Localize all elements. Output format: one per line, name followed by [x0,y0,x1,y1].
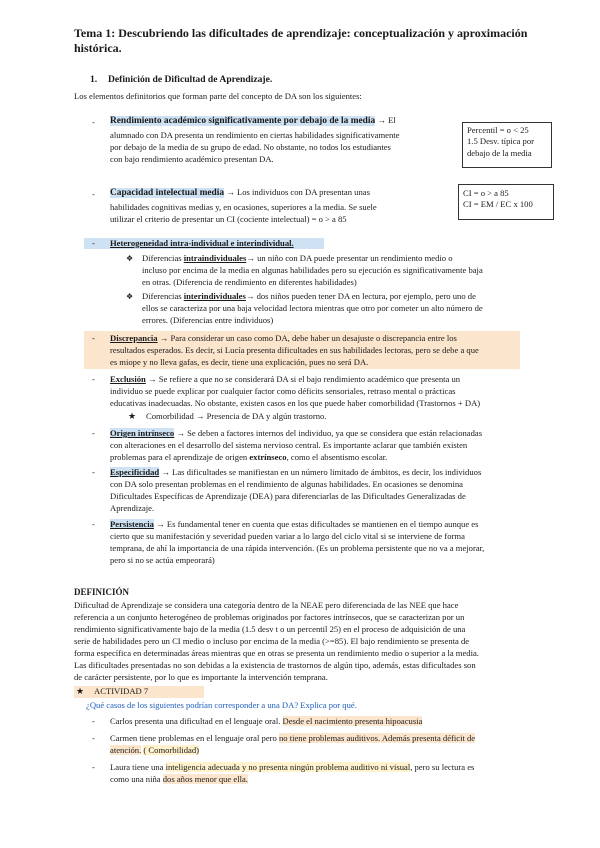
case-carlos-highlight: Desde el nacimiento presenta hipoacusia [282,716,423,726]
intro-text: Los elementos definitorios que forman parte del concepto de DA son los siguientes: [74,91,362,101]
case-carmen-line-1 [110,733,475,744]
het-inter-line-3: errores. (Diferencias entre individuos) [142,315,274,325]
het-inter-rest: → dos niños pueden tener DA en lectura, por ejemplo, pero uno de [245,291,476,301]
doc-title-line-2: histórica. [74,41,122,55]
term-intraindividuales: intraindividuales [183,253,247,263]
term-persistencia: Persistencia [110,519,154,529]
persistencia-line-4: pero si no se actúa empeorará) [110,555,215,565]
diamond-bullet-icon: ❖ [126,254,134,263]
definicion-line-5: forma específica en determinadas áreas mientras que en otras se presenta un rendimiento medio o superior a la media. [74,648,479,658]
bullet-discrepancia [110,333,457,344]
note-box-percentil [462,122,552,168]
origen-line-3-rest: , como el absentismo escolar. [286,452,388,462]
bullet-dash: - [92,189,95,199]
bullet-origen [110,428,482,439]
bullet-dash: - [92,117,95,127]
especificidad-line-2: con DA solo presentan problemas en el rendimiento de algunas habilidades. En ocasiones se denomina [110,479,463,489]
note-box-ci-line-2: CI = EM / EC x 100 [463,199,533,210]
case-laura-text: Laura tiene una [110,762,166,772]
case-laura-highlight-2: dos años menor que ella. [162,774,248,784]
rendimiento-line-3: por debajo de la media de su grupo de edad. No obstante, no todos los estudiantes [110,142,391,152]
bullet-exclusion [110,374,460,385]
capacidad-line-2: habilidades cognitivas medias y, en ocasiones, superiores a la media. Se suele [110,202,377,212]
exclusion-line-2: individuo se puede explicar por cualquier factor como déficits sensoriales, retraso mental o prácticas [110,386,456,396]
capacidad-line-1-rest: → Los individuos con DA presentan unas [226,187,370,197]
note-box-percentil-line-2: 1.5 Desv. típica por [467,136,534,147]
term-rendimiento: Rendimiento académico significativamente por debajo de la media [110,116,376,126]
bullet-capacidad [110,187,370,199]
term-capacidad: Capacidad intelectual media [110,188,225,198]
note-box-percentil-line-3: debajo de la media [467,147,532,158]
term-origen-intrinseco: Origen intrínseco [110,428,175,438]
term-extrinseco: extrínseco [249,452,287,462]
bullet-dash: - [92,733,95,743]
bullet-dash: - [92,374,95,384]
case-laura-highlight: inteligencia adecuada y no presenta ningún problema auditivo ni visual [165,762,411,772]
term-exclusion: Exclusión [110,374,146,384]
origen-line-3 [110,452,387,463]
note-box-percentil-line-1: Percentil = o < 25 [467,125,529,135]
section-number: 1. [90,74,98,85]
exclusion-line-3: educativas inadecuadas. No obstante, existen casos en los que puede haber comorbilidad (Trastornos + DA) [110,398,481,408]
definicion-line-7: de carácter persistente, por lo que es importante la intervención temprana. [74,672,328,682]
definicion-line-2: referencia a un conjunto heterogéneo de problemas originados por factores intrínsecos, que se caracterizan por un [74,612,465,622]
term-discrepancia: Discrepancia [110,333,158,343]
term-heterogeneidad: Heterogeneidad intra-individual e interindividual. [110,238,294,248]
discrepancia-line-1-rest: → Para considerar un caso como DA, debe haber un desajuste o discrepancia entre los [159,333,457,343]
rendimiento-line-2: alumnado con DA presenta un rendimiento en ciertas habilidades significativamente [110,130,400,140]
definicion-line-1: Dificultad de Aprendizaje se considera una categoría dentro de la NEAE pero diferenciada de las NEE que hace [74,600,459,610]
persistencia-line-1-rest: → Es fundamental tener en cuenta que estas dificultades se mantienen en el tiempo aunque es [156,519,479,529]
bullet-dash: - [92,467,95,477]
persistencia-line-2: cierto que su manifestación y severidad pueden variar a lo largo del ciclo vital si se interviene de forma [110,531,465,541]
exclusion-line-1-rest: → Se refiere a que no se considerará DA si el bajo rendimiento académico que presenta un [147,374,461,384]
origen-line-3-prefix: problemas para el aprendizaje de origen [110,452,250,462]
bullet-dash: - [92,428,95,438]
case-laura-rest: , pero su lectura es [410,762,475,772]
term-interindividuales: interindividuales [183,291,246,301]
definicion-line-3: rendimiento significativamente bajo de la media (1.5 desv t o un percentil 25) en el proceso de adquisición de una [74,624,466,634]
note-box-ci [458,184,554,220]
bullet-rendimiento [110,115,396,127]
het-intra-line-2: incluso por encima de la media en algunas habilidades pero su ejecución es significativamente baja [142,265,483,275]
section-title: Definición de Dificultad de Aprendizaje. [108,74,273,85]
bullet-especificidad [110,467,481,478]
case-carlos-text: Carlos presenta una dificultad en el lenguaje oral. [110,716,283,726]
star-icon: ★ [76,687,85,697]
diamond-bullet-icon: ❖ [126,292,134,301]
actividad-label: ACTIVIDAD 7 [94,686,149,696]
case-carmen-line-2 [110,745,199,756]
bullet-dash: - [92,716,95,726]
case-carmen-highlight: no tiene problemas auditivos. Además presenta déficit de [278,733,476,743]
definicion-line-6: Las dificultades presentadas no son debidas a la existencia de trastornos de algún tipo, además, estas dificultades son [74,660,476,670]
origen-line-1-rest: → Se deben a factores internos del individuo, ya que se considera que están relacionadas [176,428,483,438]
case-carlos [110,716,422,727]
het-inter-line-2: ellos se caracteriza por una baja velocidad lectora mientras que otro por cometer un alto número de [142,303,483,313]
exclusion-sub-comorbilidad: Comorbilidad → Presencia de DA y algún trastorno. [146,411,327,421]
case-laura-line-1 [110,762,474,773]
case-carmen-text: Carmen tiene problemas en el lenguaje oral pero [110,733,279,743]
definicion-heading: DEFINICIÓN [74,587,130,597]
especificidad-line-3: Dificultades Específicas de Aprendizaje (DEA) para diferenciarlas de las Dificultades Generalizadas de [110,491,466,501]
bullet-dash: - [92,333,95,343]
origen-line-2: con alteraciones en el desarrollo del sistema nervioso central. Es importante aclarar que también existen [110,440,468,450]
rendimiento-line-4: con bajo rendimiento académico presentan DA. [110,154,274,164]
het-intra-rest: → un niño con DA puede presentar un rendimiento medio o [246,253,453,263]
bullet-dash: - [92,762,95,772]
case-laura-line-2-text: como una niña [110,774,163,784]
discrepancia-line-3: es miope y no lleva gafas, es decir, tiene una explicación, pues no será DA. [110,357,369,367]
especificidad-line-4: Aprendizaje. [110,503,155,513]
het-intra-line-3: en otras. (Diferencia de rendimiento en diferentes habilidades) [142,277,357,287]
term-especificidad: Especificidad [110,467,160,477]
case-carmen-highlight-2: atención. [110,745,142,755]
bullet-dash: - [92,519,95,529]
actividad-question: ¿Qué casos de los siguientes podrían corresponder a una DA? Explica por qué. [86,700,357,710]
especificidad-line-1-rest: → Las dificultades se manifiestan en un número limitado de ámbitos, es decir, los individuos [161,467,482,477]
capacidad-line-3: utilizar el criterio de presentar un CI (cociente intelectual) = o > a 85 [110,214,347,224]
het-intra-prefix: Diferencias [142,253,184,263]
case-carmen-tag: ( Comorbilidad) [143,745,200,755]
bullet-persistencia [110,519,478,530]
bullet-dash: - [92,238,95,248]
note-box-ci-line-1: CI = o > a 85 [463,188,509,198]
het-intra-line-1 [142,253,453,264]
rendimiento-arrow: → El [377,115,396,125]
persistencia-line-3: temprana, de ahí la importancia de una rápida intervención. (Es un problema persistente que no va a mejorar, [110,543,485,553]
discrepancia-line-2: resultados esperados. Es decir, si Lucía presenta dificultades en sus habilidades lectoras, pero se debe a que [110,345,479,355]
doc-title-line-1: Tema 1: Descubriendo las dificultades de aprendizaje: conceptualización y aproximación [74,26,528,40]
case-laura-line-2 [110,774,248,785]
het-inter-prefix: Diferencias [142,291,184,301]
het-inter-line-1 [142,291,476,302]
definicion-line-4: serie de habilidades pero un CI medio o incluso por encima de la media (>=85). El bajo rendimiento se presenta de [74,636,470,646]
star-icon: ★ [128,412,137,422]
